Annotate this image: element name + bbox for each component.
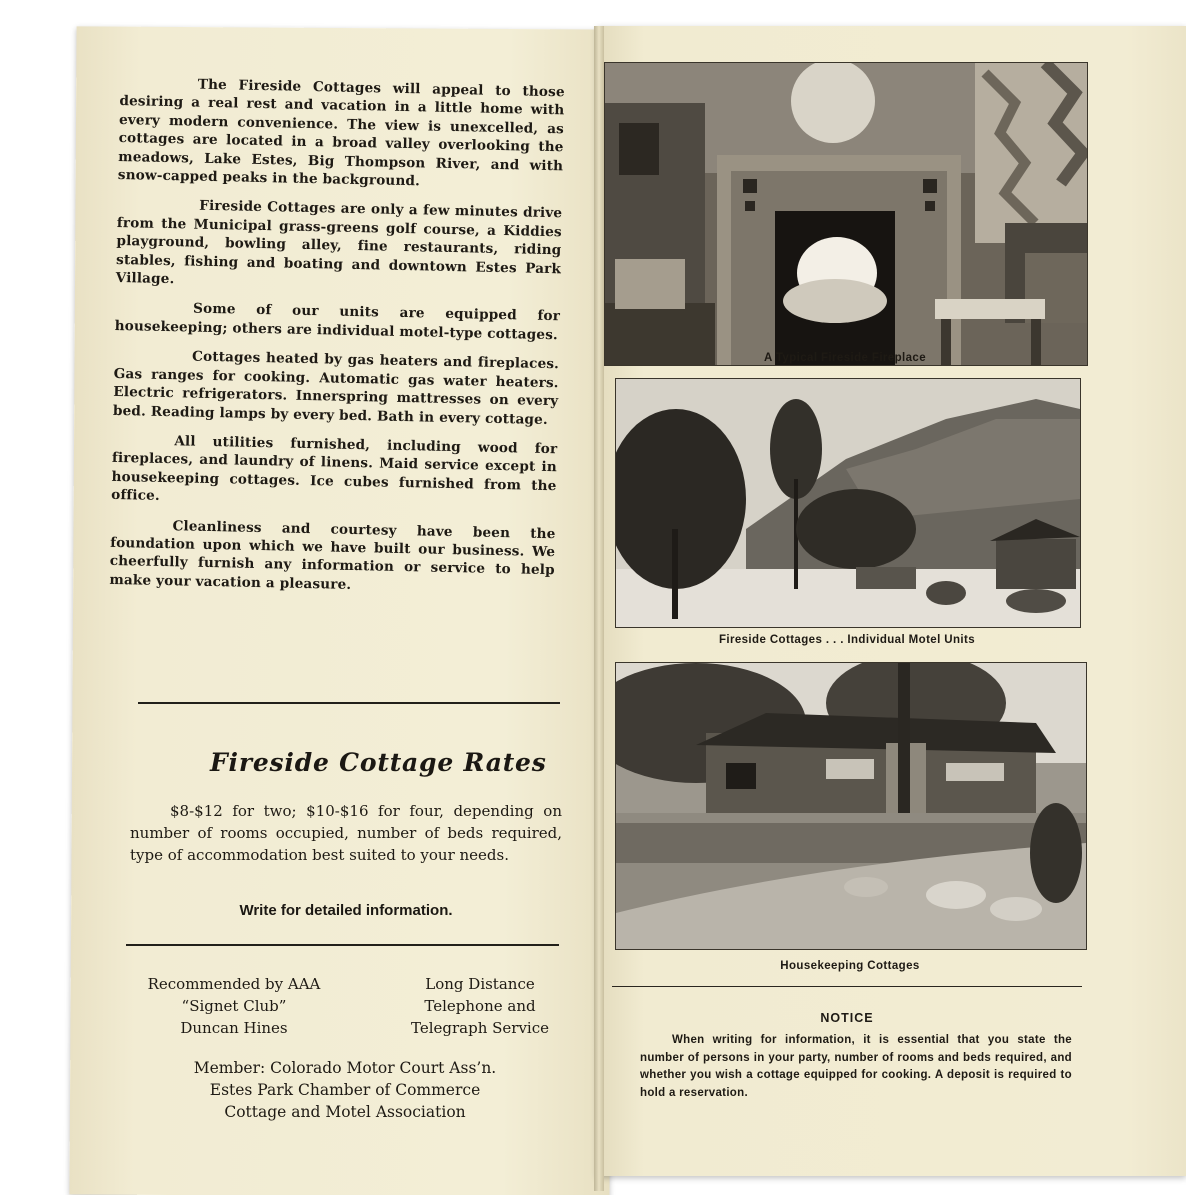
description-paragraph: Fireside Cottages are only a few minutes drive from the Municipal grass-greens golf course, a Kiddies playground, bowling alley, fine restaurants, riding stables, fishing and boating and downtown Estes Park Village. bbox=[115, 198, 563, 288]
membership-line: Estes Park Chamber of Commerce bbox=[209, 1081, 481, 1099]
notice-body: When writing for information, it is essential that you state the number of persons in your party, number of rooms and beds required, and whether you wish a cottage equipped for cooking. A deposit is required to hold a reservation. bbox=[640, 1034, 1072, 1099]
description-text bbox=[109, 74, 565, 609]
recommendation-line: “Signet Club” bbox=[181, 997, 287, 1015]
rates-text: $8-$12 for two; $10-$16 for four, depending on number of rooms occupied, number of beds required, type of accommodation best suited to your needs. bbox=[130, 802, 562, 864]
fireplace-photo bbox=[604, 62, 1088, 366]
description-paragraph: Cottages heated by gas heaters and fireplaces. Gas ranges for cooking. Automatic gas water heaters. Electric refrigerators. Innerspring mattresses on every bed. Reading lamps by every bed. Bath in every cottage. bbox=[112, 348, 560, 428]
recommendations bbox=[118, 973, 350, 1039]
rates-cta: Write for detailed information. bbox=[239, 902, 453, 919]
housekeeping-photo bbox=[615, 662, 1087, 950]
motel-units-caption: Fireside Cottages . . . Individual Motel Units bbox=[718, 634, 976, 646]
divider bbox=[126, 944, 559, 946]
notice-title: NOTICE bbox=[820, 1011, 874, 1025]
rates-heading: Fireside Cottage Rates bbox=[210, 748, 547, 777]
rates-body bbox=[130, 800, 562, 866]
recommendation-line: Duncan Hines bbox=[180, 1019, 288, 1037]
divider bbox=[138, 702, 560, 704]
brochure-spine bbox=[594, 26, 604, 1191]
description-paragraph: Cleanliness and courtesy have been the foundation upon which we have built our business. We cheerfully furnish any information or service to help make your vacation a pleasure. bbox=[109, 517, 556, 593]
membership-line: Cottage and Motel Association bbox=[224, 1103, 466, 1121]
recommendation-line: Recommended by AAA bbox=[147, 975, 321, 993]
housekeeping-caption: Housekeeping Cottages bbox=[780, 960, 920, 972]
service-line: Telegraph Service bbox=[410, 1019, 549, 1037]
phone-services bbox=[382, 973, 578, 1039]
memberships bbox=[120, 1057, 570, 1123]
divider bbox=[612, 986, 1082, 987]
description-paragraph: The Fireside Cottages will appeal to those desiring a real rest and vacation in a little home with every modern convenience. The view is unexcelled, as cottages are located in a broad valley overlooking the meadows, Lake Estes, Big Thompson River, and with snow-capped peaks in the background. bbox=[117, 76, 565, 190]
service-line: Long Distance bbox=[425, 975, 535, 993]
description-paragraph: Some of our units are equipped for housekeeping; others are individual motel-type cottages. bbox=[114, 301, 561, 344]
service-line: Telephone and bbox=[424, 997, 536, 1015]
fireplace-caption: A Typical Fireside Fireplace bbox=[763, 352, 927, 364]
description-paragraph: All utilities furnished, including wood for fireplaces, and laundry of linens. Maid service except in housekeeping cottages. Ice cubes furnished from the office. bbox=[111, 433, 558, 505]
motel-units-photo bbox=[615, 378, 1081, 628]
membership-line: Member: Colorado Motor Court Ass’n. bbox=[193, 1059, 497, 1077]
